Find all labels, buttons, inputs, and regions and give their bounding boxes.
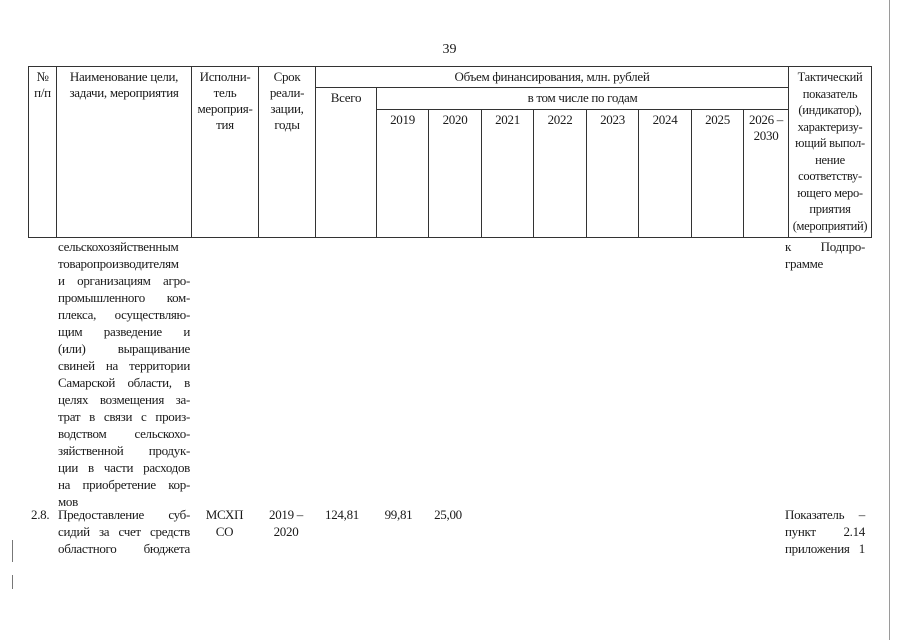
row-2-8-period: 2019 – 2020 — [269, 507, 303, 539]
continuation-indicator-text: к Подпро- грамме — [785, 239, 865, 271]
page-edge-line — [889, 0, 890, 640]
row-2-8-2020: 25,00 — [434, 507, 462, 522]
row-2-8-indicator: Показатель – пункт 2.14 приложения 1 — [785, 507, 865, 556]
header-year-2022: 2022 — [534, 110, 587, 238]
page-number: 39 — [442, 42, 457, 57]
header-col-indicator: Тактический показатель (индикатор), характеризу-ющий выпол-нение соответству-ющего меро-приятия (мероприятий) — [789, 67, 872, 238]
header-col-total: Всего — [316, 88, 377, 238]
row-2-8-2019: 99,81 — [384, 507, 413, 522]
row-2-8-name: Предоставление суб- сидий за счет средств областного бюджета — [58, 507, 190, 556]
row-2-8-number: 2.8. — [31, 507, 50, 522]
header-col-funding: Объем финансирования, млн. рублей — [316, 67, 789, 88]
row-2-8-total: 124,81 — [325, 507, 359, 522]
header-col-executor: Исполни-тель мероприя-тия — [192, 67, 259, 238]
header-col-name: Наименование цели, задачи, мероприятия — [57, 67, 192, 238]
header-col-by-years: в том числе по годам — [377, 88, 789, 110]
header-year-2026-2030: 2026 – 2030 — [744, 110, 789, 238]
header-year-2019: 2019 — [377, 110, 429, 238]
row-2-8-executor: МСХП СО — [205, 507, 244, 539]
header-year-2020: 2020 — [429, 110, 482, 238]
header-year-2021: 2021 — [482, 110, 534, 238]
header-table — [28, 66, 872, 238]
header-col-num: № п/п — [29, 67, 57, 238]
header-col-period: Срок реали-зации, годы — [259, 67, 316, 238]
scan-mark — [12, 575, 13, 589]
header-year-2024: 2024 — [639, 110, 692, 238]
header-year-2025: 2025 — [692, 110, 744, 238]
header-year-2023: 2023 — [587, 110, 639, 238]
continuation-name-text: сельскохозяйственным товаропроизводителям и организациям агро- промышленного ком- плекса, осуществляю- щим разведение и (или) выращивание свиней на территории Самарской области, в целях возмещения за- трат в связи с произ- водством сельскохо- зяйственной продук- ции в части расходов на приобретение кор- мов — [58, 239, 190, 509]
scan-mark — [12, 540, 13, 562]
